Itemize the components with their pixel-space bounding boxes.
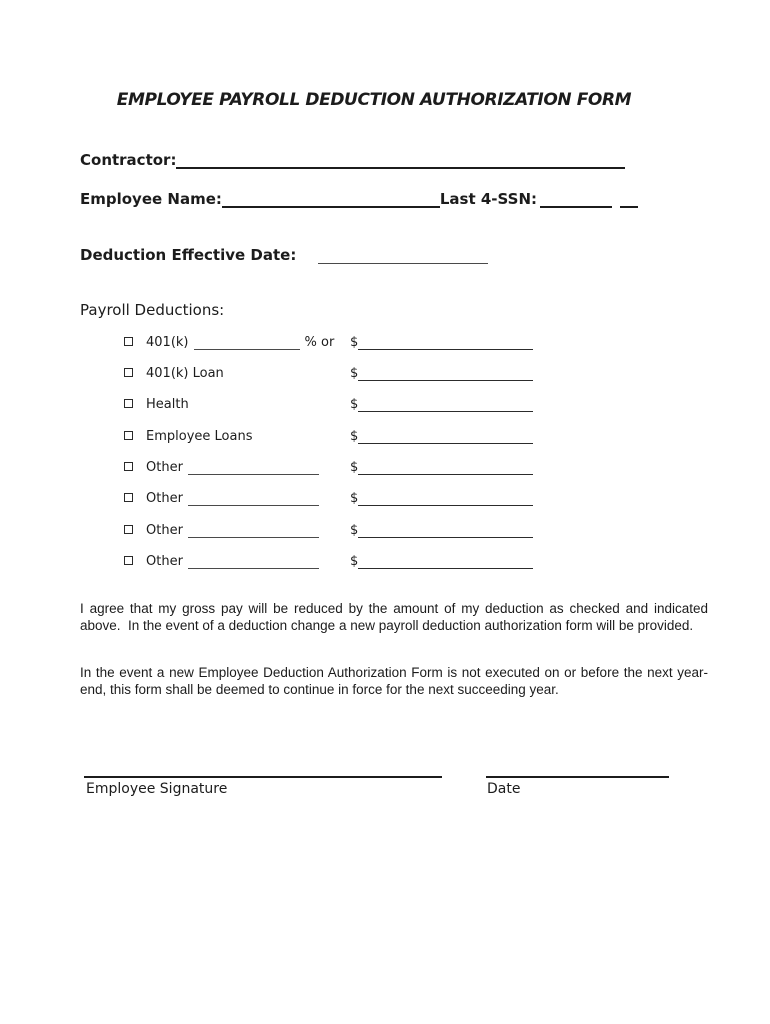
deduction-label-cell [146,491,350,506]
effective-date-input-line[interactable] [318,259,488,264]
employee-name-input-line[interactable] [222,202,440,208]
deduction-row-other-3 [124,517,533,538]
amount-input-line[interactable] [358,345,533,350]
deduction-label: Other [146,523,183,538]
deduction-label-cell [146,366,350,381]
amount-cell [350,460,533,475]
deduction-label-cell [146,554,350,569]
amount-cell [350,429,533,444]
agreement-paragraph: I agree that my gross pay will be reduced by the amount of my deduction as checked and indicated above. In the event of a deduction change a new payroll deduction authorization form will be provided. [80,601,708,633]
contractor-row [80,148,625,169]
amount-input-line[interactable] [358,407,533,412]
deduction-row-401k [124,329,533,350]
employee-name-row [80,187,638,208]
amount-cell [350,397,533,412]
other-description-input-line[interactable] [188,564,319,569]
checkbox-other-1[interactable] [124,462,133,471]
amount-input-line[interactable] [358,501,533,506]
deduction-label-cell [146,460,350,475]
amount-cell [350,335,533,350]
dollar-sign: $ [350,523,359,538]
deduction-label: 401(k) Loan [146,366,224,381]
renewal-paragraph: In the event a new Employee Deduction Authorization Form is not executed on or before the next year-end, this form shall be deemed to continue in force for the next succeeding year. [80,665,708,697]
dollar-sign: $ [350,491,359,506]
payroll-deductions-heading: Payroll Deductions: [80,301,225,319]
deduction-row-employee-loans [124,423,533,444]
dollar-sign: $ [350,460,359,475]
dollar-sign: $ [350,366,359,381]
deduction-label-cell [146,335,350,350]
deduction-label: Other [146,554,183,569]
dollar-sign: $ [350,554,359,569]
employee-signature-label: Employee Signature [86,781,228,797]
deduction-row-health [124,391,533,412]
amount-cell [350,523,533,538]
contractor-input-line[interactable] [176,163,625,169]
date-label: Date [487,781,521,797]
deduction-label-cell [146,429,350,444]
deduction-label: 401(k) [146,335,189,350]
other-description-input-line[interactable] [188,533,319,538]
deduction-label: Health [146,397,189,412]
contractor-label: Contractor: [80,151,177,169]
last4-ssn-input-line-end[interactable] [620,202,638,208]
other-description-input-line[interactable] [188,470,319,475]
deduction-label: Other [146,460,183,475]
deduction-label-cell [146,397,350,412]
dollar-sign: $ [350,397,359,412]
employee-signature-line[interactable] [84,776,442,778]
form-title: EMPLOYEE PAYROLL DEDUCTION AUTHORIZATION FORM [116,90,632,110]
amount-input-line[interactable] [358,376,533,381]
effective-date-row [80,243,488,264]
percent-input-line[interactable] [194,345,300,350]
checkbox-401k-loan[interactable] [124,368,133,377]
amount-cell [350,366,533,381]
amount-input-line[interactable] [358,564,533,569]
amount-input-line[interactable] [358,533,533,538]
deduction-row-other-1 [124,454,533,475]
amount-cell [350,491,533,506]
percent-or-suffix: % or [304,335,335,350]
employee-name-label: Employee Name: [80,190,222,208]
checkbox-other-4[interactable] [124,556,133,565]
deduction-row-401k-loan [124,360,533,381]
deduction-label: Employee Loans [146,429,253,444]
checkbox-401k[interactable] [124,337,133,346]
checkbox-other-2[interactable] [124,493,133,502]
deduction-label: Other [146,491,183,506]
amount-cell [350,554,533,569]
checkbox-other-3[interactable] [124,525,133,534]
checkbox-employee-loans[interactable] [124,431,133,440]
effective-date-label: Deduction Effective Date: [80,246,297,264]
deduction-label-cell [146,523,350,538]
dollar-sign: $ [350,335,359,350]
last4-ssn-input-line[interactable] [540,202,612,208]
deduction-row-other-2 [124,485,533,506]
deduction-row-other-4 [124,548,533,569]
dollar-sign: $ [350,429,359,444]
amount-input-line[interactable] [358,439,533,444]
amount-input-line[interactable] [358,470,533,475]
other-description-input-line[interactable] [188,501,319,506]
last4-ssn-label: Last 4-SSN: [439,190,537,208]
checkbox-health[interactable] [124,399,133,408]
date-line[interactable] [486,776,669,778]
